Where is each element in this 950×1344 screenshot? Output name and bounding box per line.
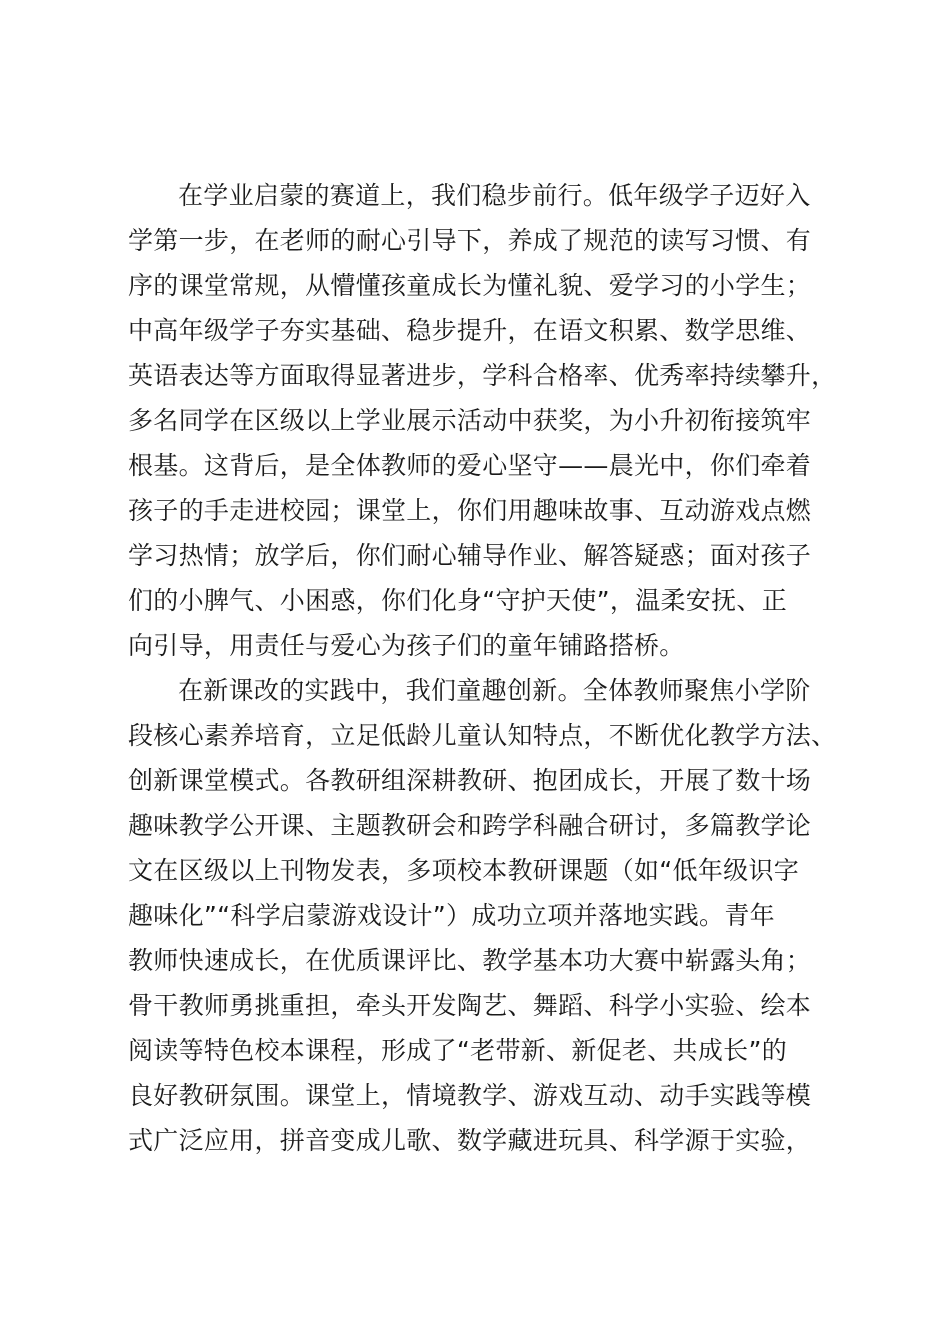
paragraph-academic-progress xyxy=(128,173,858,668)
text-line: 英语表达等方面取得显著进步，学科合格率、优秀率持续攀升， xyxy=(128,361,837,390)
text-line: 学第一步，在老师的耐心引导下，养成了规范的读写习惯、有 xyxy=(128,226,812,255)
text-line: 趣味教学公开课、主题教研会和跨学科融合研讨，多篇教学论 xyxy=(128,811,812,840)
text-line: 在新课改的实践中，我们童趣创新。全体教师聚焦小学阶 xyxy=(178,676,811,705)
text-line: 段核心素养培育，立足低龄儿童认知特点，不断优化教学方法、 xyxy=(128,721,837,750)
text-line: 良好教研氛围。课堂上，情境教学、游戏互动、动手实践等模 xyxy=(128,1081,812,1110)
text-line: 们的小脾气、小困惑，你们化身“守护天使”，温柔安抚、正 xyxy=(128,586,788,615)
body-text xyxy=(128,173,858,1163)
text-line: 根基。这背后，是全体教师的爱心坚守——晨光中，你们牵着 xyxy=(128,451,812,480)
text-line: 序的课堂常规，从懵懂孩童成长为懂礼貌、爱学习的小学生； xyxy=(128,271,812,300)
text-line: 式广泛应用，拼音变成儿歌、数学藏进玩具、科学源于实验， xyxy=(128,1126,812,1155)
text-line: 阅读等特色校本课程，形成了“老带新、新促老、共成长”的 xyxy=(128,1036,788,1065)
text-line: 中高年级学子夯实基础、稳步提升，在语文积累、数学思维、 xyxy=(128,316,812,345)
text-line: 文在区级以上刊物发表，多项校本教研课题（如“低年级识字 xyxy=(128,856,800,885)
text-line: 向引导，用责任与爱心为孩子们的童年铺路搭桥。 xyxy=(128,631,685,660)
text-line: 孩子的手走进校园；课堂上，你们用趣味故事、互动游戏点燃 xyxy=(128,496,812,525)
text-line: 多名同学在区级以上学业展示活动中获奖，为小升初衔接筑牢 xyxy=(128,406,812,435)
text-line: 在学业启蒙的赛道上，我们稳步前行。低年级学子迈好入 xyxy=(178,181,811,210)
text-line: 骨干教师勇挑重担，牵头开发陶艺、舞蹈、科学小实验、绘本 xyxy=(128,991,812,1020)
text-line: 趣味化”“科学启蒙游戏设计”）成功立项并落地实践。青年 xyxy=(128,901,775,930)
text-line: 教师快速成长，在优质课评比、教学基本功大赛中崭露头角； xyxy=(128,946,812,975)
text-line: 学习热情；放学后，你们耐心辅导作业、解答疑惑；面对孩子 xyxy=(128,541,812,570)
paragraph-curriculum-reform xyxy=(128,668,858,1163)
text-line: 创新课堂模式。各教研组深耕教研、抱团成长，开展了数十场 xyxy=(128,766,812,795)
